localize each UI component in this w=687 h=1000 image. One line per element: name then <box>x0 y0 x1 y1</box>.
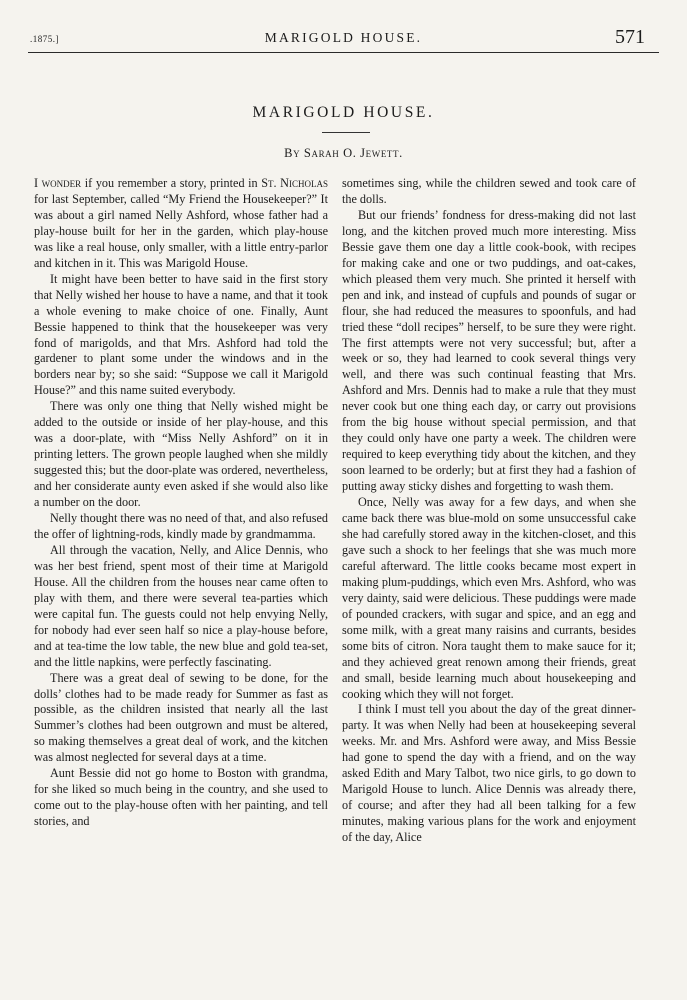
paragraph: Aunt Bessie did not go home to Boston with grandma, for she liked so much being in the country, and she used to come out to the play-house often with her painting, and tell stories, and <box>34 766 328 829</box>
paragraph: There was a great deal of sewing to be done, for the dolls’ clothes had to be made ready for Summer as fast as possible, as the children insisted that nearly all the last Summer’s clothes had been outgrown and must be altered, so making themselves a great deal of work, and the kitchen was almost neglected for several days at a time. <box>34 670 328 765</box>
paragraph: There was only one thing that Nelly wished might be added to the outside or inside of her play-house, and this was a door-plate, with “Miss Nelly Ashford” on it in printing letters. The grown people laughed when she mildly suggested this; but the door-plate was ordered, nevertheless, and her considerate aunty even asked if she would also like a number on the door. <box>34 399 328 510</box>
paragraph: All through the vacation, Nelly, and Alice Dennis, who was her best friend, spent most of their time at Marigold House. All the children from the houses near came often to play with them, and there were several tea-parties which were capital fun. The guests could not help envying Nelly, for nobody had ever seen half so nice a play-house before, and at tea-time the low table, the new blue and gold tea-set, and the little napkins, were perfectly fascinating. <box>34 542 328 669</box>
header-rule <box>28 52 659 53</box>
running-head-title: MARIGOLD HOUSE. <box>264 30 423 45</box>
paragraph: It might have been better to have said in the first story that Nelly wished her house to have a name, and that it took a whole evening to make choice of one. Finally, Aunt Bessie happened to think that the housekeeper was very fond of marigolds, and that Mrs. Ashford had told the gardener to plant some under the windows and in the borders near by; so she said: “Suppose we call it Marigold House?” and this name suited everybody. <box>34 271 328 398</box>
right-column <box>342 176 636 846</box>
title-divider <box>322 132 370 133</box>
running-head <box>30 26 657 48</box>
page-number: 571 <box>615 26 645 48</box>
magazine-name: St. Nicholas <box>261 176 328 190</box>
paragraph: Once, Nelly was away for a few days, and when she came back there was blue-mold on some unsuccessful cake she had carefully stored away in the kitchen-closet, and this gave such a shock to her feelings that she was much more careful afterward. The little cooks became most expert in making plum-puddings, which even Mrs. Ashford, who was very dainty, said were delicious. These puddings were made of pounded crackers, with sugar and spice, and an egg and some milk, with a great many raisins and currants, besides some bits of citron. Nora taught them to make sauce for it; and they achieved great renown among their friends, great and small, beside learning much about housekeeping and cooking which they will not forget. <box>342 495 636 701</box>
byline <box>0 146 687 161</box>
paragraph: But our friends’ fondness for dress-making did not last long, and the kitchen proved much more interesting. Miss Bessie gave them one day a little cook-book, with recipes for making cake and one or two puddings, and oat-cakes, which pleased them very much. She printed it herself with pen and ink, and instead of cupfuls and pounds of sugar or flour, she had reduced the measures to spoonfuls, and had tried these “doll recipes” herself, to be sure they were right. The first attempts were not very successful; but, after a week or so, they had learned to cook several things very well, and there was such continual feasting that Mrs. Ashford and Mrs. Dennis had to make a rule that they must never cook but one thing each day, or carry out provisions from the big house without special permission, and that they could only have one party a week. The children were required to keep everything tidy about the kitchen, and they soon learned to be orderly; but at first they had a fashion of putting away sticky dishes and forgetting to wash them. <box>342 207 636 494</box>
paragraph: Nelly thought there was no need of that, and also refused the offer of lightning-rods, kindly made by grandmamma. <box>34 511 328 541</box>
author-name: Sarah O. Jewett. <box>303 146 403 160</box>
paragraph: I think I must tell you about the day of the great dinner-party. It was when Nelly had been at housekeeping several weeks. Mr. and Mrs. Ashford were away, and Miss Bessie had gone to spend the day with a friend, and on the way asked Edith and Mary Talbot, two nice girls, to go down to Marigold House to lunch. Alice Dennis was already there, of course; and after they had all been talking for a few minutes, making various plans for the work and enjoyment of the day, Alice <box>342 702 636 845</box>
paragraph-text: for last September, called “My Friend the Housekeeper?” It was about a girl named Nelly Ashford, whose father had a play-house built for her in the garden, which play-house was like a real house, only smaller, with a little entry-parlor and kitchen in it. This was Marigold House. <box>34 191 328 270</box>
paragraph: sometimes sing, while the children sewed and took care of the dolls. <box>342 176 636 206</box>
article-title: MARIGOLD HOUSE. <box>252 104 435 121</box>
paragraph-text: if you remember a story, printed in <box>81 176 262 190</box>
byline-prefix: By <box>284 146 301 160</box>
drop-lead: I wonder <box>34 176 82 190</box>
running-head-date: .1875.] <box>30 34 59 44</box>
left-column <box>34 176 328 830</box>
paragraph <box>34 176 328 272</box>
